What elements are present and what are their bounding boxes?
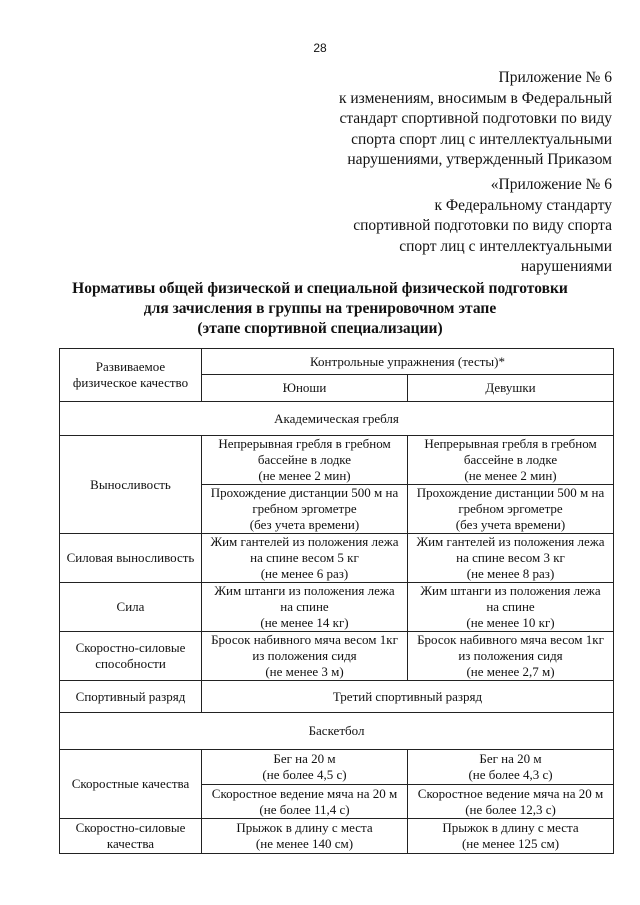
section-row [60,713,614,750]
test-cell: Бросок набивного мяча весом 1кг из положения сидя (не менее 3 м) [202,632,408,681]
document-title [0,279,640,339]
table-row [60,750,614,785]
test-cell: Скоростное ведение мяча на 20 м (не более 11,4 с) [202,785,408,819]
test-cell: Непрерывная гребля в гребном бассейне в лодке (не менее 2 мин) [408,436,614,485]
header-tests: Контрольные упражнения (тесты)* [202,349,614,375]
appendix-line: к изменениям, вносимым в Федеральный [338,89,612,107]
table-row [60,819,614,854]
quality-cell: Скоростно-силовые качества [60,819,202,854]
table-row [60,681,614,713]
appendix-line: стандарт спортивной подготовки по виду [339,110,612,127]
sport-rank-value: Третий спортивный разряд [202,681,614,713]
table-row [60,534,614,583]
quality-cell: Сила [60,583,202,632]
section-rowing: Академическая гребля [60,402,614,436]
quality-cell: Спортивный разряд [60,681,202,713]
section-basketball: Баскетбол [60,713,614,750]
test-cell: Жим гантелей из положения лежа на спине весом 5 кг (не менее 6 раз) [202,534,408,583]
test-cell: Непрерывная гребля в гребном бассейне в лодке (не менее 2 мин) [202,436,408,485]
test-cell: Жим штанги из положения лежа на спине (не менее 10 кг) [408,583,614,632]
header-boys: Юноши [202,375,408,402]
quality-cell: Скоростные качества [60,750,202,819]
appendix-line: спорта спорт лиц с интеллектуальными [351,130,612,148]
section-row [60,402,614,436]
test-cell: Бег на 20 м (не более 4,5 с) [202,750,408,785]
appendix-line: спортивной подготовки по виду спорта [353,217,612,234]
appendix-header-2 [353,175,612,278]
header-quality: Развиваемое физическое качество [60,349,202,402]
table-row [60,436,614,485]
table-header-row [60,349,614,375]
test-cell: Прыжок в длину с места (не менее 140 см) [202,819,408,854]
test-cell: Прохождение дистанции 500 м на гребном эргометре (без учета времени) [202,485,408,534]
table-row [60,583,614,632]
table-row [60,632,614,681]
norms-table [59,348,614,854]
test-cell: Прохождение дистанции 500 м на гребном эргометре (без учета времени) [408,485,614,534]
title-line: Нормативы общей физической и специальной физической подготовки [72,280,568,297]
appendix-line: нарушениями, утвержденный Приказом [347,151,612,168]
title-line: (этапе спортивной специализации) [197,320,443,337]
quality-cell: Силовая выносливость [60,534,202,583]
appendix-line: «Приложение № 6 [490,176,612,193]
test-cell: Бег на 20 м (не более 4,3 с) [408,750,614,785]
appendix-line: Приложение № 6 [498,69,612,86]
quality-cell: Скоростно-силовые способности [60,632,202,681]
test-cell: Бросок набивного мяча весом 1кг из положения сидя (не менее 2,7 м) [408,632,614,681]
test-cell: Жим штанги из положения лежа на спине (не менее 14 кг) [202,583,408,632]
test-cell: Прыжок в длину с места (не менее 125 см) [408,819,614,854]
appendix-line: к Федеральному стандарту [434,196,612,214]
page-number: 28 [313,41,327,55]
quality-cell: Выносливость [60,436,202,534]
appendix-line: спорт лиц с интеллектуальными [399,237,612,255]
appendix-header [339,68,612,171]
appendix-line: нарушениями [520,258,612,275]
test-cell: Скоростное ведение мяча на 20 м (не более 12,3 с) [408,785,614,819]
title-line: для зачисления в группы на тренировочном этапе [143,300,497,317]
test-cell: Жим гантелей из положения лежа на спине весом 3 кг (не менее 8 раз) [408,534,614,583]
header-girls: Девушки [408,375,614,402]
